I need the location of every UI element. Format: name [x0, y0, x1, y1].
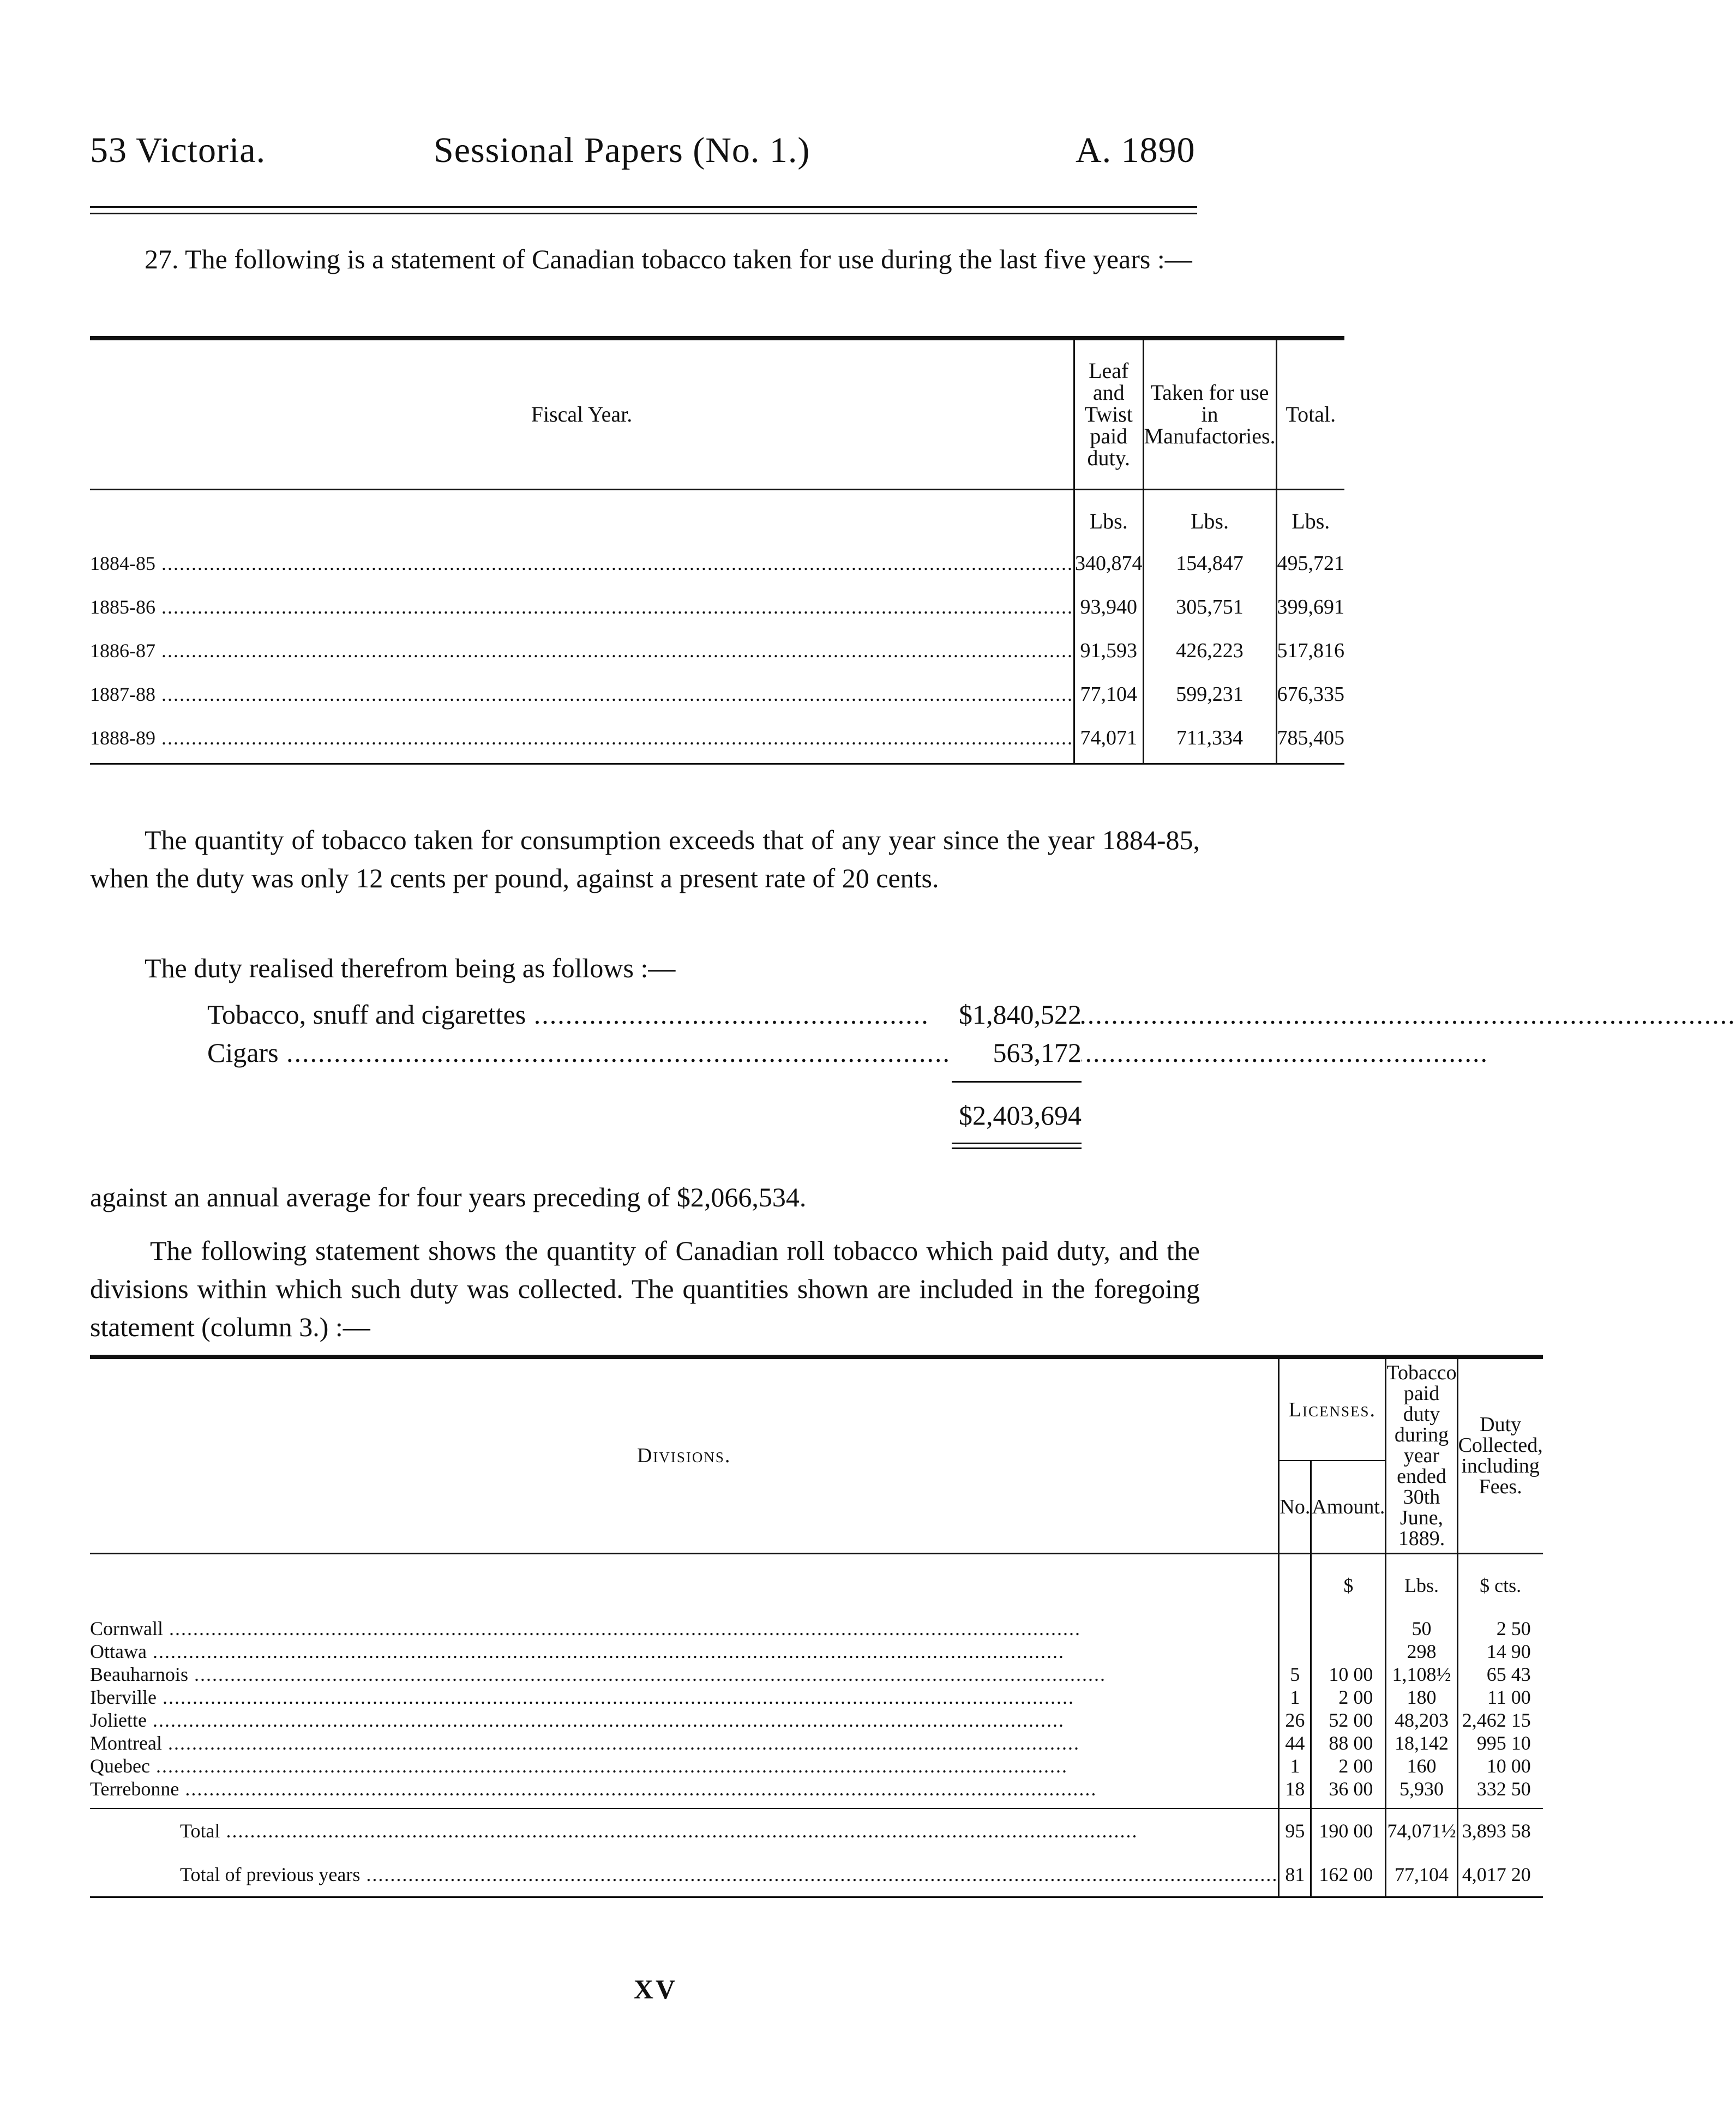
license-amount: [1311, 1617, 1386, 1640]
duty-line-tobacco: [207, 995, 944, 1034]
duty-collected: 995 10: [1457, 1732, 1543, 1754]
duty-total: $2,403,694: [959, 1100, 1082, 1131]
previous-lbs: 77,104: [1386, 1853, 1457, 1897]
division-name: Joliette .....: [90, 1709, 1065, 1731]
table-row: [90, 672, 1344, 716]
previous-label: Total of previous years .....: [180, 1864, 1278, 1885]
total-amount: 190 00: [1311, 1808, 1386, 1853]
duty-sum-rule: [952, 1081, 1082, 1083]
license-amount: 52 00: [1311, 1709, 1386, 1732]
table-row: [90, 1754, 1543, 1777]
header-rule-2: [90, 213, 1197, 214]
duty-label-tobacco: Tobacco, snuff and cigarettes .....: [207, 999, 1736, 1030]
duty-amount-cigars: 563,172: [952, 1034, 1082, 1072]
license-amount: 36 00: [1311, 1777, 1386, 1808]
col-duty-collected: Duty Collected, including Fees.: [1457, 1357, 1543, 1553]
col-leaf-twist: Leaf and Twist paid duty.: [1074, 338, 1144, 490]
col-amount: Amount.: [1311, 1461, 1386, 1553]
tobacco-lbs: 180: [1386, 1686, 1457, 1709]
duty-total-rule-2: [952, 1147, 1082, 1149]
division-name: Iberville .....: [90, 1686, 1074, 1708]
table-row: [90, 1640, 1543, 1663]
previous-amount: 162 00: [1311, 1853, 1386, 1897]
duty-line-cigars: [207, 1034, 944, 1072]
tobacco-lbs: 18,142: [1386, 1732, 1457, 1754]
duty-collected: 2 50: [1457, 1617, 1543, 1640]
total-lbs: 74,071½: [1386, 1808, 1457, 1853]
total-value: 676,335: [1276, 672, 1344, 716]
total-row: [90, 1808, 1543, 1853]
leaf-value: 340,874: [1074, 542, 1144, 585]
fiscal-year: 1887-88 .....: [90, 683, 1073, 705]
tobacco-lbs: 50: [1386, 1617, 1457, 1640]
table-row: [90, 716, 1344, 764]
duty-collected: 65 43: [1457, 1663, 1543, 1686]
unit-row: [90, 490, 1344, 542]
leaf-value: 74,071: [1074, 716, 1144, 764]
tobacco-lbs: 1,108½: [1386, 1663, 1457, 1686]
table-row: [90, 629, 1344, 672]
previous-no: 81: [1279, 1853, 1311, 1897]
license-no: 26: [1279, 1709, 1311, 1732]
col-divisions: Divisions.: [90, 1357, 1279, 1553]
table-row: [90, 1617, 1543, 1640]
leaf-value: 93,940: [1074, 585, 1144, 629]
tobacco-lbs: 298: [1386, 1640, 1457, 1663]
division-name: Beauharnois .....: [90, 1663, 1106, 1685]
header-center: Sessional Papers (No. 1.): [434, 130, 810, 170]
intro-paragraph: 27. The following is a statement of Canadian tobacco taken for use during the last five years :—: [145, 244, 1192, 274]
license-no: 18: [1279, 1777, 1311, 1808]
page-number: XV: [633, 1974, 678, 2004]
total-value: 495,721: [1276, 542, 1344, 585]
tobacco-lbs: 5,930: [1386, 1777, 1457, 1808]
header-rule: [90, 206, 1197, 208]
division-name: Ottawa .....: [90, 1641, 1065, 1662]
fiscal-year: 1885-86 .....: [90, 596, 1073, 618]
duty-total-rule: [952, 1143, 1082, 1144]
taken-value: 426,223: [1143, 629, 1276, 672]
tobacco-lbs: 160: [1386, 1754, 1457, 1777]
total-no: 95: [1279, 1808, 1311, 1853]
table-row: [90, 1777, 1543, 1808]
division-name: Quebec .....: [90, 1755, 1068, 1777]
license-amount: 2 00: [1311, 1754, 1386, 1777]
total-label: Total .....: [180, 1820, 1138, 1842]
col-licenses: Licenses.: [1279, 1357, 1386, 1461]
average-paragraph: against an annual average for four years preceding of $2,066,534.: [90, 1182, 807, 1212]
taken-value: 154,847: [1143, 542, 1276, 585]
statement-paragraph: The following statement shows the quantity of Canadian roll tobacco which paid duty, and the divisions within which such duty was collected. The quantities shown are included in the foregoing statement (column 3.) :—: [90, 1235, 1200, 1342]
taken-value: 305,751: [1143, 585, 1276, 629]
duty-label-cigars: Cigars .....: [207, 1037, 1488, 1068]
col-tobacco-paid: Tobacco paid duty during year ended 30th June, 1889.: [1386, 1357, 1457, 1553]
tobacco-table: [90, 336, 1344, 765]
divisions-table: [90, 1355, 1543, 1898]
duty-collected: 10 00: [1457, 1754, 1543, 1777]
unit-taken: Lbs.: [1143, 490, 1276, 542]
duty-collected: 332 50: [1457, 1777, 1543, 1808]
col-fiscal-year: Fiscal Year.: [90, 338, 1074, 490]
col-no: No.: [1279, 1461, 1311, 1553]
header-left: 53 Victoria.: [90, 130, 266, 170]
total-value: 399,691: [1276, 585, 1344, 629]
license-no: 44: [1279, 1732, 1311, 1754]
total-duty: 3,893 58: [1457, 1808, 1543, 1853]
fiscal-year: 1884-85 .....: [90, 552, 1073, 574]
license-no: 1: [1279, 1686, 1311, 1709]
taken-value: 711,334: [1143, 716, 1276, 764]
previous-row: [90, 1853, 1543, 1897]
unit-total: Lbs.: [1276, 490, 1344, 542]
unit-duty: $ cts.: [1457, 1553, 1543, 1617]
duty-collected: 14 90: [1457, 1640, 1543, 1663]
license-no: [1279, 1617, 1311, 1640]
license-amount: 2 00: [1311, 1686, 1386, 1709]
total-value: 517,816: [1276, 629, 1344, 672]
tobacco-lbs: 48,203: [1386, 1709, 1457, 1732]
unit-row: [90, 1553, 1543, 1617]
division-name: Montreal .....: [90, 1732, 1080, 1754]
division-name: Cornwall .....: [90, 1618, 1081, 1639]
table-row: [90, 542, 1344, 585]
license-no: [1279, 1640, 1311, 1663]
duty-collected: 2,462 15: [1457, 1709, 1543, 1732]
license-amount: [1311, 1640, 1386, 1663]
license-amount: 88 00: [1311, 1732, 1386, 1754]
unit-amount: $: [1311, 1553, 1386, 1617]
license-no: 1: [1279, 1754, 1311, 1777]
division-name: Terrebonne .....: [90, 1778, 1097, 1800]
table-row: [90, 1732, 1543, 1754]
fiscal-year: 1888-89 .....: [90, 727, 1073, 749]
leaf-value: 77,104: [1074, 672, 1144, 716]
duty-intro: The duty realised therefrom being as follows :—: [145, 953, 676, 983]
consumption-paragraph: The quantity of tobacco taken for consumption exceeds that of any year since the year 1884-85, when the duty was only 12 cents per pound, against a present rate of 20 cents.: [90, 825, 1200, 893]
col-total: Total.: [1276, 338, 1344, 490]
col-taken-manufactories: Taken for use in Manufactories.: [1143, 338, 1276, 490]
table-row: [90, 1663, 1543, 1686]
duty-amount-tobacco: $1,840,522: [927, 995, 1082, 1034]
license-amount: 10 00: [1311, 1663, 1386, 1686]
tobacco-table-header: [90, 338, 1344, 490]
table-row: [90, 1709, 1543, 1732]
leaf-value: 91,593: [1074, 629, 1144, 672]
header-right: A. 1890: [1076, 130, 1196, 170]
fiscal-year: 1886-87 .....: [90, 640, 1073, 662]
license-no: 5: [1279, 1663, 1311, 1686]
taken-value: 599,231: [1143, 672, 1276, 716]
table-row: [90, 1686, 1543, 1709]
unit-tobacco: Lbs.: [1386, 1553, 1457, 1617]
duty-collected: 11 00: [1457, 1686, 1543, 1709]
table-row: [90, 585, 1344, 629]
unit-leaf: Lbs.: [1074, 490, 1144, 542]
previous-duty: 4,017 20: [1457, 1853, 1543, 1897]
total-value: 785,405: [1276, 716, 1344, 764]
